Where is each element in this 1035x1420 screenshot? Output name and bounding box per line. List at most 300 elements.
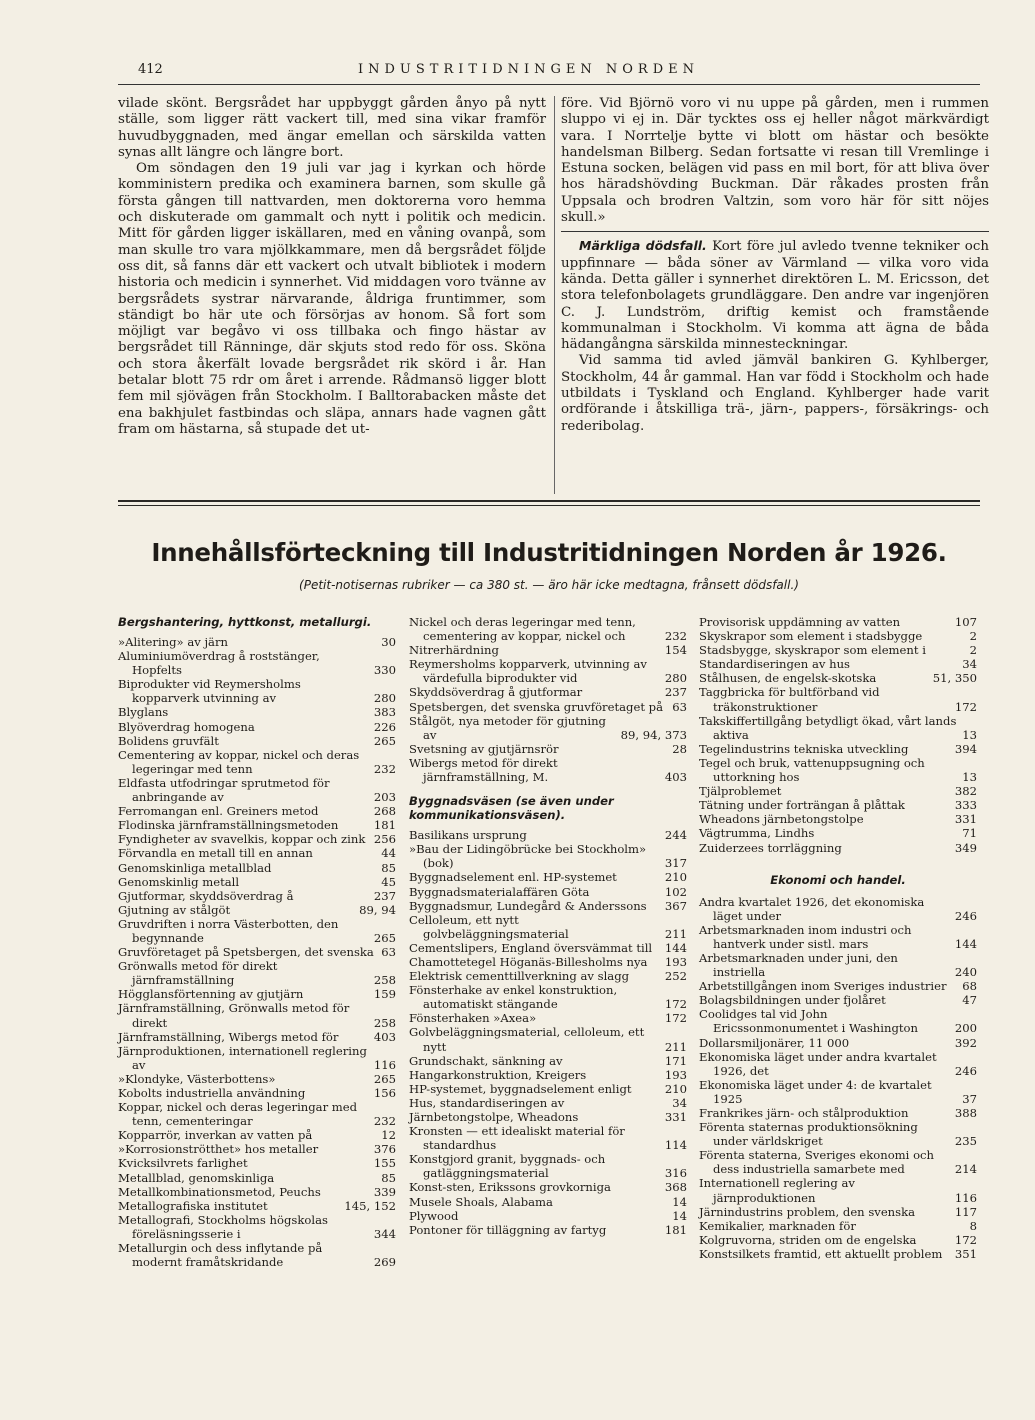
toc-entry-page: 383 (373, 705, 396, 720)
toc-entry (699, 657, 977, 671)
toc-entry-page: 47 (962, 993, 977, 1008)
toc-entry-text: Hus, standardiseringen av (409, 1095, 565, 1110)
toc-entry-text: Stålhusen, de engelsk-skotska (699, 671, 877, 686)
toc-entry-page: 367 (664, 898, 687, 913)
toc-entry-text: Metallurgin och dess inflytande på modernt framåtskridande (118, 1241, 323, 1270)
toc-entry-page: 114 (664, 1138, 687, 1153)
toc-entry-text: Metallblad, genomskinliga (118, 1170, 275, 1185)
toc-entry-page: 330 (373, 663, 396, 678)
toc-entry-text: Vägtrumma, Lindhs (699, 826, 815, 841)
toc-entry-text: Konstsilkets framtid, ett aktuellt problem (699, 1246, 943, 1261)
toc-entry (699, 812, 977, 826)
toc-entry (699, 1078, 977, 1106)
toc-entry (699, 1148, 977, 1176)
toc-entry-page: 28 (672, 741, 687, 756)
toc-entry-page: 30 (381, 635, 396, 649)
toc-entry (118, 832, 396, 846)
toc-entry (118, 1185, 396, 1199)
toc-entry-text: Kemikalier, marknaden för (699, 1218, 856, 1233)
toc-entry (699, 1050, 977, 1078)
toc-entry-page: 269 (373, 1255, 396, 1270)
toc-entry-list (699, 895, 977, 1261)
toc-entry (409, 1110, 687, 1124)
toc-entry-list (118, 635, 396, 1269)
toc-entry-text: Stålgöt, nya metoder för gjutning av (409, 713, 606, 742)
toc-entry (118, 804, 396, 818)
toc-entry-text: Gruvföretaget på Spetsbergen, det svenska (118, 945, 374, 960)
toc-entry-page: 214 (954, 1162, 977, 1177)
toc-entry-page: 172 (664, 997, 687, 1012)
toc-entry (699, 615, 977, 629)
toc-entry-page: 265 (373, 1071, 396, 1086)
toc-entry-page: 85 (381, 860, 396, 875)
toc-entry-text: Kronsten — ett idealiskt material för standardhus (409, 1124, 625, 1153)
article (118, 96, 989, 496)
toc-entry-page: 232 (664, 629, 687, 644)
toc-entry-text: Basilikans ursprung (409, 828, 527, 843)
toc-entry-text: Järnframställning, Grönwalls metod för direkt (118, 1001, 350, 1030)
toc-entry (409, 969, 687, 983)
toc-entry (409, 913, 687, 941)
toc-entry-page: 246 (954, 1063, 977, 1078)
toc-entry (409, 1096, 687, 1110)
toc-entry-page: 232 (373, 1114, 396, 1129)
toc-entry-text: Dollarsmiljonärer, 11 000 (699, 1035, 850, 1050)
toc-entry-page: 203 (373, 790, 396, 805)
toc-entry-page: 280 (664, 671, 687, 686)
toc-entry-page: 85 (381, 1170, 396, 1185)
toc-entry (118, 1199, 396, 1213)
toc-entry (118, 1128, 396, 1142)
toc-entry (409, 1180, 687, 1194)
toc-entry (699, 798, 977, 812)
toc-entry-page: 89, 94 (359, 902, 396, 917)
toc-entry-text: Skyddsöverdrag å gjutformar (409, 685, 583, 700)
toc-entry-page: 232 (373, 761, 396, 776)
toc-entry-page: 13 (962, 727, 977, 742)
toc-entry-page: 8 (969, 1218, 977, 1233)
toc-entry (699, 1120, 977, 1148)
toc-entry (409, 685, 687, 699)
toc-entry-page: 144 (954, 936, 977, 951)
toc-entry-page: 51, 350 (932, 671, 977, 686)
toc-entry-text: Fyndigheter av svavelkis, koppar och zink (118, 832, 366, 847)
toc-entry (699, 1247, 977, 1261)
toc-entry (118, 875, 396, 889)
toc-entry-page: 181 (373, 818, 396, 833)
toc-entry-text: Nitrerhärdning (409, 643, 499, 658)
toc-entry (409, 1124, 687, 1152)
toc-entry (118, 734, 396, 748)
toc-entry (699, 1007, 977, 1035)
toc-entry-page: 63 (672, 699, 687, 714)
toc-entry (118, 1171, 396, 1185)
toc-entry (409, 1068, 687, 1082)
toc-entry (699, 1233, 977, 1247)
toc-entry-page: 237 (373, 888, 396, 903)
toc-entry-text: Metallkombinationsmetod, Peuchs (118, 1184, 321, 1199)
toc-entry-text: »Korrosionströtthet» hos metaller (118, 1142, 319, 1157)
toc-entry-page: 211 (664, 1039, 687, 1054)
toc-entry-text: Flodinska järnframställningsmetoden (118, 818, 339, 833)
toc-entry-text: Wibergs metod för direkt järnframställning, M. (409, 755, 558, 785)
toc-entry-page: 13 (962, 770, 977, 785)
toc-entry (699, 714, 977, 742)
toc-section-heading: Byggnadsväsen (se även under kommunikationsväsen). (409, 794, 614, 823)
toc-entry-page: 156 (373, 1086, 396, 1100)
toc-entry-text: Konstgjord granit, byggnads- och gatläggningsmaterial (409, 1152, 606, 1181)
toc-entry (699, 629, 977, 643)
toc-entry (118, 720, 396, 734)
toc-entry-text: Kobolts industriella användning (118, 1086, 306, 1100)
toc-entry (118, 1213, 396, 1241)
toc-entry-page: 44 (381, 846, 396, 861)
toc-section-heading: Bergshantering, hyttkonst, metallurgi. (118, 615, 372, 629)
toc-entry-text: Internationell reglering av järnproduktionen (699, 1176, 855, 1205)
toc-entry-page: 392 (954, 1035, 977, 1050)
toc-entry (118, 1044, 396, 1072)
toc-column-2 (409, 615, 687, 1237)
toc-entry (118, 677, 396, 705)
toc-entry-page: 2 (969, 643, 977, 658)
toc-entry (409, 643, 687, 657)
toc-entry-text: Järnbetongstolpe, Wheadons (409, 1110, 579, 1124)
toc-entry-text: Byggnadsmaterialaffären Göta (409, 884, 590, 899)
toc-entry (409, 941, 687, 955)
toc-entry-text: Eldfasta utfodringar sprutmetod för anbringande av (118, 775, 330, 805)
toc-column-3 (699, 615, 977, 1261)
toc-entry (409, 842, 687, 870)
toc-entry-list (699, 615, 977, 855)
toc-entry-text: Genomskinliga metallblad (118, 860, 272, 875)
toc-entry-text: Järnproduktionen, internationell reglering av (118, 1043, 367, 1072)
toc-section-heading: Ekonomi och handel. (770, 872, 906, 887)
toc-entry-text: Pontoner för tilläggning av fartyg (409, 1222, 607, 1237)
toc-entry-page: 37 (962, 1091, 977, 1106)
toc-entry-text: Fönsterhake av enkel konstruktion, automatiskt stängande (409, 983, 618, 1012)
toc-entry-text: Kopparrör, inverkan av vatten på (118, 1128, 313, 1143)
toc-entry (118, 959, 396, 987)
toc-entry-text: Fönsterhaken »Axea» (409, 1011, 537, 1026)
toc-entry-text: Tegelindustrins tekniska utveckling (699, 741, 909, 756)
toc-entry-text: Cementering av koppar, nickel och deras legeringar med tenn (118, 747, 360, 776)
toc-entry (118, 818, 396, 832)
toc-entry (118, 1030, 396, 1044)
toc-entry-text: Bolidens gruvfält (118, 733, 219, 748)
toc-entry-text: Hangarkonstruktion, Kreigers (409, 1067, 587, 1082)
toc-entry-page: 403 (664, 770, 687, 785)
toc-entry-page: 316 (664, 1166, 687, 1181)
toc-entry (699, 685, 977, 713)
toc-entry (699, 671, 977, 685)
toc-entry-page: 34 (962, 657, 977, 672)
toc-entry-page: 265 (373, 930, 396, 945)
toc-entry-text: Nickel och deras legeringar med tenn, cementering av koppar, nickel och (409, 615, 636, 644)
toc-entry-text: Kvicksilvrets farlighet (118, 1156, 248, 1171)
toc-entry (699, 756, 977, 784)
toc-entry-text: Gruvdriften i norra Västerbotten, den begynnande (118, 916, 339, 945)
double-rule (118, 500, 980, 506)
toc-entry-page: 388 (954, 1106, 977, 1120)
toc-entry-text: Ekonomiska läget under andra kvartalet 1926, det (699, 1049, 937, 1078)
toc-entry-page: 181 (664, 1222, 687, 1237)
toc-entry-text: Förenta staternas produktionsökning under världskriget (699, 1120, 918, 1149)
toc-entry (409, 615, 687, 643)
toc-entry-text: Andra kvartalet 1926, det ekonomiska läget under (699, 894, 925, 923)
toc-entry-text: Genomskinlig metall (118, 874, 240, 889)
toc-entry-page: 71 (962, 826, 977, 841)
toc-entry-text: Ferromangan enl. Greiners metod (118, 804, 319, 819)
toc-entry-text: Konst-sten, Erikssons grovkorniga (409, 1180, 611, 1195)
notice-heading: Märkliga dödsfall. (579, 238, 707, 254)
toc-entry-page: 368 (664, 1180, 687, 1195)
toc-entry (409, 700, 687, 714)
toc-entry (409, 983, 687, 1011)
toc-entry-text: Chamottetegel Höganäs-Billesholms nya (409, 954, 648, 969)
toc-entry-page: 89, 94, 373 (620, 727, 687, 742)
header-rule (118, 84, 980, 85)
toc-entry (409, 1054, 687, 1068)
toc-entry-text: Bolagsbildningen under fjolåret (699, 993, 886, 1008)
toc-entry-text: Byggnadselement enl. HP-systemet (409, 870, 617, 885)
toc-entry (118, 776, 396, 804)
toc-entry-text: Metallografi, Stockholms högskolas föreläsningsserie i (118, 1212, 328, 1241)
toc-entry-page: 45 (381, 874, 396, 889)
toc-entry-page: 258 (373, 973, 396, 988)
toc-entry-text: Musele Shoals, Alabama (409, 1194, 553, 1209)
toc-entry-text: Gjutning av stålgöt (118, 902, 231, 917)
toc-entry-text: Grönwalls metod för direkt järnframställning (118, 959, 278, 988)
toc-entry-text: Cementslipers, England översvämmat till (409, 940, 653, 955)
toc-entry-page: 265 (373, 733, 396, 748)
toc-entry-text: Grundschakt, sänkning av (409, 1053, 563, 1068)
toc-entry-page: 333 (954, 798, 977, 813)
toc-entry (409, 955, 687, 969)
toc-entry-text: Zuiderzees torrläggning (699, 840, 842, 855)
toc-entry-page: 210 (664, 870, 687, 885)
toc-entry-text: Koppar, nickel och deras legeringar med tenn, cementeringar (118, 1100, 358, 1129)
toc-entry-page: 116 (373, 1057, 396, 1072)
toc-entry-page: 331 (954, 812, 977, 827)
notice-text: Kort före jul avledo tvenne tekniker och uppfinnare — båda söner av Värmland — vilka voro vida kända. Detta gäller i synnerhet direktören L. M. Ericsson, det stora telefonbolagets grundläggare. Den andre var ingenjören C. J. Lundström, driftig kemist och framstående kommunalman i Stockholm. Vi komma att ägna de båda hädangångna särskilda minnesteckningar. (561, 239, 989, 353)
toc-entry-text: Tjälproblemet (699, 784, 782, 799)
toc-entry-text: Arbetsmarknaden under juni, den instriella (699, 950, 898, 980)
toc-entry (118, 861, 396, 875)
toc-entry (699, 841, 977, 855)
toc-entry (409, 1209, 687, 1223)
toc-entry-page: 159 (373, 987, 396, 1002)
toc-entry-text: Reymersholms kopparverk, utvinning av värdefulla biprodukter vid (409, 657, 647, 686)
toc-entry-text: Takskiffertillgång betydligt ökad, vårt lands aktiva (699, 713, 957, 742)
toc-entry (409, 714, 687, 742)
toc-entry-page: 382 (954, 784, 977, 799)
toc-entry (699, 784, 977, 798)
toc-entry (118, 1142, 396, 1156)
toc-entry (699, 1036, 977, 1050)
toc-entry (118, 889, 396, 903)
toc-entry-page: 246 (954, 908, 977, 923)
toc-entry-text: Tätning under forträngan å plåttak (699, 798, 905, 813)
toc-entry (699, 895, 977, 923)
toc-entry (409, 870, 687, 884)
toc-entry (699, 1106, 977, 1120)
toc-entry-text: Elektrisk cementtillverkning av slagg (409, 969, 630, 984)
toc-entry-text: Högglansförtenning av gjutjärn (118, 987, 304, 1002)
toc-entry (118, 635, 396, 649)
toc-entry (699, 993, 977, 1007)
toc-entry-page: 34 (672, 1095, 687, 1110)
toc-entry-page: 2 (969, 629, 977, 644)
toc-entry-text: Arbetsmarknaden inom industri och hantverk under sistl. mars (699, 922, 912, 951)
toc-entry-text: Stadsbygge, skyskrapor som element i (699, 643, 926, 658)
toc-entry (118, 1072, 396, 1086)
toc-entry (699, 1219, 977, 1233)
toc-entry-list (409, 615, 687, 784)
toc-entry (118, 649, 396, 677)
toc-column-1 (118, 615, 396, 1269)
toc-entry (699, 1176, 977, 1204)
toc-entry-text: Förvandla en metall till en annan (118, 846, 313, 861)
toc-entry-page: 349 (954, 840, 977, 855)
toc-entry (118, 1156, 396, 1170)
toc-entry (118, 1086, 396, 1100)
toc-entry (118, 705, 396, 719)
toc-entry (409, 1025, 687, 1053)
toc-entry (409, 756, 687, 784)
toc-entry-page: 200 (954, 1021, 977, 1036)
toc-entry-page: 172 (954, 699, 977, 714)
toc-entry-page: 344 (373, 1226, 396, 1241)
toc-entry (699, 951, 977, 979)
article-paragraph: vilade skönt. Bergsrådet har uppbyggt gården ånyo på nytt ställe, som ligger rätt vackert till, med sina vikar framför huvudbyggnaden, med ängar emellan och särskilda vatten synas allt längre och längre bort. (118, 96, 546, 160)
toc-entry-text: Coolidges tal vid John Ericssonmonumentet i Washington (699, 1007, 918, 1036)
toc-entry-page: 171 (664, 1053, 687, 1068)
toc-entry-text: Standardiseringen av hus (699, 657, 850, 672)
toc-entry (699, 643, 977, 657)
toc-entry (409, 1223, 687, 1237)
toc-entry-text: Blyöverdrag homogena (118, 719, 255, 734)
toc-entry (409, 657, 687, 685)
toc-entry-text: Järnframställning, Wibergs metod för (118, 1029, 339, 1044)
toc-entry-page: 116 (954, 1190, 977, 1205)
toc-entry-page: 68 (962, 979, 977, 994)
toc-entry (118, 917, 396, 945)
toc-entry-page: 339 (373, 1184, 396, 1199)
toc-entry-page: 193 (664, 1067, 687, 1082)
toc-entry (409, 828, 687, 842)
toc-entry (409, 1011, 687, 1025)
toc-entry-page: 12 (381, 1128, 396, 1143)
toc-entry-text: Biprodukter vid Reymersholms kopparverk utvinning av (118, 677, 301, 706)
notice-paragraph: Vid samma tid avled jämväl bankiren G. Kyhlberger, Stockholm, 44 år gammal. Han var född i Stockholm och hade utbildats i Tyskland och England. Kyhlberger hade varit ordförande i åtskilliga trä-, järn-, pappers-, försäkrings- och rederibolag. (561, 353, 989, 434)
page-number: 412 (138, 62, 163, 77)
toc-entry-page: 210 (664, 1081, 687, 1096)
article-paragraph: Om söndagen den 19 juli var jag i kyrkan och hörde komministern predika och examinera barnen, som skulle gå första gången till nattvarden, men doktorerna voro hemma och diskuterade om gammalt och nytt i politik och medicin. Mitt för gården ligger iskällaren, med en våning ovanpå, som man skulle tro vara mjölkkammare, men då bergsrådet följde oss dit, så fanns där ett vackert och utvalt bibliotek i modern historia och medicin i synnerhet. Vid middagen voro tvänne av bergsrådets systrar närvarande, åldriga fruntimmer, som ständigt bo här ute och försörjas av honom. Så fort som möjligt var begåvo vi oss tillbaka och fingo hästar av bergsrådet till Ränninge, där skjuts stod redo för oss. Sköna och stora åkerfält lovade bergsrådet rik skörd i år. Han betalar blott 75 rdr om året i arrende. Rådmansö ligger blott fem mil sjövägen från Stockholm. I Balltorabacken måste det ena bakhjulet fastbindas och släpa, annars hade vagnen gått fram om hästarna, så stupade det ut- (118, 161, 546, 437)
toc-entry-page: 403 (373, 1029, 396, 1044)
toc-entry-page: 237 (664, 685, 687, 700)
toc-entry-page: 235 (954, 1134, 977, 1149)
toc-entry-text: Kolgruvorna, striden om de engelska (699, 1232, 917, 1247)
toc-entry-page: 211 (664, 926, 687, 941)
toc-entry-page: 226 (373, 719, 396, 734)
toc-entry (118, 1100, 396, 1128)
toc-entry-page: 14 (672, 1208, 687, 1223)
article-continuation: före. Vid Björnö voro vi nu uppe på gården, men i rummen sluppo vi ej in. Där tycktes oss ej heller något märkvärdigt vara. I Norrtelje bytte vi blott om hästar och besökte handelsman Bilberg. Sedan fortsatte vi resan till Vremlinge i Estuna socken, belägen vid pass en mil bort, för att bliva över hos häradshövding Buckman. Där råkades prosten från Uppsala och brodren Valtzin, som voro här för sitt nöjes skull.» (561, 96, 989, 226)
toc-entry-page: 172 (954, 1232, 977, 1247)
toc-entry-page: 331 (664, 1110, 687, 1124)
toc-entry-page: 376 (373, 1142, 396, 1157)
toc-entry-page: 117 (954, 1204, 977, 1219)
toc-entry-text: Provisorisk uppdämning av vatten (699, 615, 901, 629)
toc-entry (118, 903, 396, 917)
toc-entry-page: 154 (664, 643, 687, 658)
toc-entry-text: Frankrikes järn- och stålproduktion (699, 1106, 909, 1120)
toc-entry-text: Golvbeläggningsmaterial, celloleum, ett nytt (409, 1025, 645, 1054)
toc-entry (409, 899, 687, 913)
toc-entry-text: Gjutformar, skyddsöverdrag å (118, 888, 294, 903)
toc-entry-text: Taggbricka för bultförband vid träkonstruktioner (699, 685, 880, 714)
notice-paragraph (561, 238, 989, 353)
toc-entry-page: 256 (373, 832, 396, 847)
toc-entry-page: 240 (954, 965, 977, 980)
toc-entry (409, 885, 687, 899)
toc-entry (699, 923, 977, 951)
toc-entry-text: »Klondyke, Västerbottens» (118, 1071, 276, 1086)
toc-entry-text: Aluminiumöverdrag å roststänger, Hopfelts (118, 649, 320, 678)
toc-entry (409, 742, 687, 756)
toc-entry (409, 1082, 687, 1096)
running-title: INDUSTRITIDNINGEN NORDEN (358, 62, 699, 77)
toc-entry (699, 979, 977, 993)
toc-entry (699, 1205, 977, 1219)
toc-entry-page: 268 (373, 804, 396, 819)
toc-entry-page: 102 (664, 884, 687, 899)
toc-entry-text: Spetsbergen, det svenska gruvföretaget på (409, 699, 663, 714)
toc-entry-text: Svetsning av gjutjärnsrör (409, 741, 559, 756)
toc-entry-list (409, 828, 687, 1237)
toc-entry-page: 144 (664, 940, 687, 955)
toc-entry-page: 252 (664, 969, 687, 984)
toc-entry-text: Celloleum, ett nytt golvbeläggningsmaterial (409, 912, 569, 941)
column-divider (554, 96, 555, 494)
toc-entry-text: »Bau der Lidingöbrücke bei Stockholm» (bok) (409, 842, 647, 871)
toc-entry (118, 1001, 396, 1029)
toc-entry-page: 155 (373, 1156, 396, 1171)
toc-entry-text: Förenta staterna, Sveriges ekonomi och dess industriella samarbete med (699, 1148, 935, 1177)
table-of-contents (118, 615, 980, 1315)
toc-entry-text: HP-systemet, byggnadselement enligt (409, 1081, 632, 1096)
toc-entry-text: Järnindustrins problem, den svenska (699, 1204, 916, 1219)
toc-entry-page: 172 (664, 1011, 687, 1026)
toc-entry (118, 846, 396, 860)
toc-entry (118, 748, 396, 776)
toc-entry-page: 351 (954, 1246, 977, 1261)
toc-entry-text: Blyglans (118, 705, 169, 720)
toc-title: Innehållsförteckning till Industritidningen Norden år 1926. (151, 538, 947, 567)
article-left-column (118, 96, 546, 438)
toc-entry-text: »Alitering» av järn (118, 635, 228, 649)
toc-entry-page: 193 (664, 954, 687, 969)
toc-subtitle: (Petit-notisernas rubriker — ca 380 st. — äro här icke medtagna, frånsett dödsfall.) (299, 578, 799, 592)
toc-entry (118, 945, 396, 959)
toc-entry-page: 14 (672, 1194, 687, 1209)
toc-entry-page: 280 (373, 691, 396, 706)
toc-entry-text: Ekonomiska läget under 4: de kvartalet 1925 (699, 1077, 932, 1106)
toc-entry-text: Tegel och bruk, vattenuppsugning och uttorkning hos (699, 755, 925, 785)
page-header (118, 62, 980, 82)
toc-entry-page: 107 (954, 615, 977, 629)
article-right-column (561, 96, 989, 435)
